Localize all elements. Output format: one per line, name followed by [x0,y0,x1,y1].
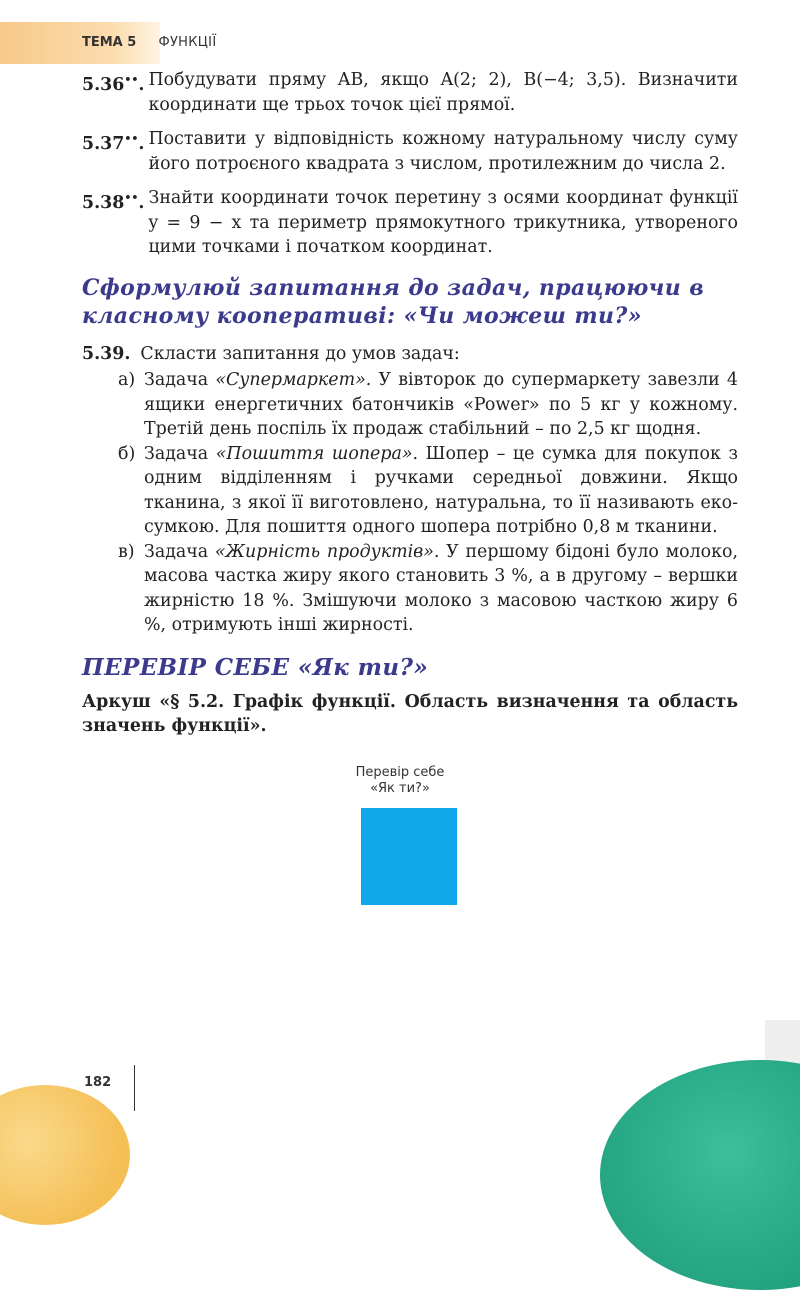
qr-caption [330,765,470,797]
corner-decoration-green [600,1060,800,1290]
subtask-text: Задача «Жирність продуктів». У першому бідоні було молоко, масова частка жиру якого становить 3 %, а в другому – вершки жирністю 18 %. Змішуючи молоко з масовою часткою жиру 6 %, отримують інші жирності. [144,541,738,635]
subtask-text: Задача «Супермаркет». У вівторок до супермаркету завезли 4 ящики енергетичних батончиків «Power» по 5 кг у кожному. Третій день поспіль їх продаж стабільний – по 2,5 кг щодня. [144,370,738,439]
subtask-c [118,540,738,638]
check-title: ПЕРЕВІР СЕБЕ «Як ти?» [82,653,429,681]
page-number: 182 [84,1075,112,1090]
subtask-letter: б) [118,443,136,464]
subtask-b [118,442,738,540]
task-intro: Скласти запитання до умов задач: [140,343,460,364]
page-content [82,68,738,739]
task-5-37 [82,127,738,176]
qr-caption-line1: Перевір себе [355,765,445,780]
task-number: 5.37••. [82,132,145,154]
sheet-reference: Аркуш «§ 5.2. Графік функції. Область визначення та область значень функції». [82,691,738,736]
task-5-36 [82,68,738,117]
task-text: Поставити у відповідність кожному натуральному числу суму його потроєного квадрата з числом, протилежним до числа 2. [148,129,738,174]
header-tema: ТЕМА 5 [82,35,137,50]
corner-decoration-yellow [0,1085,130,1225]
subtask-letter: а) [118,370,136,390]
task-text: Знайти координати точок перетину з осями координат функції y = 9 − x та периметр прямокутного трикутника, утвореного цими точками і початком координат. [148,188,738,257]
subtask-text: Задача «Пошиття шопера». Шопер – це сумка для покупок з одним відділенням і ручками середньої довжини. Якщо тканина, з якої її виготовлено, натуральна, то її називають еко-сумкою. Для пошиття одного шопера потрібно 0,8 м тканини. [144,443,738,537]
task-5-39 [82,342,738,367]
header-topic: ФУНКЦІЇ [158,35,217,50]
qr-code-image[interactable] [361,808,457,905]
task-5-38 [82,186,738,260]
running-header [82,35,216,50]
subtask-a [118,368,738,442]
task-number: 5.39. [82,343,131,364]
task-number: 5.36••. [82,73,145,95]
task-number: 5.38••. [82,191,145,213]
qr-caption-line2: «Як ти?» [370,781,430,796]
page-number-divider [134,1065,135,1111]
subtask-letter: в) [118,541,135,562]
section-title: Сформулюй запитання до задач, працюючи в класному кооперативі: «Чи можеш ти?» [82,274,705,329]
task-text: Побудувати пряму AB, якщо A(2; 2), B(−4; 3,5). Визначити координати ще трьох точок цієї прямої. [148,70,738,115]
